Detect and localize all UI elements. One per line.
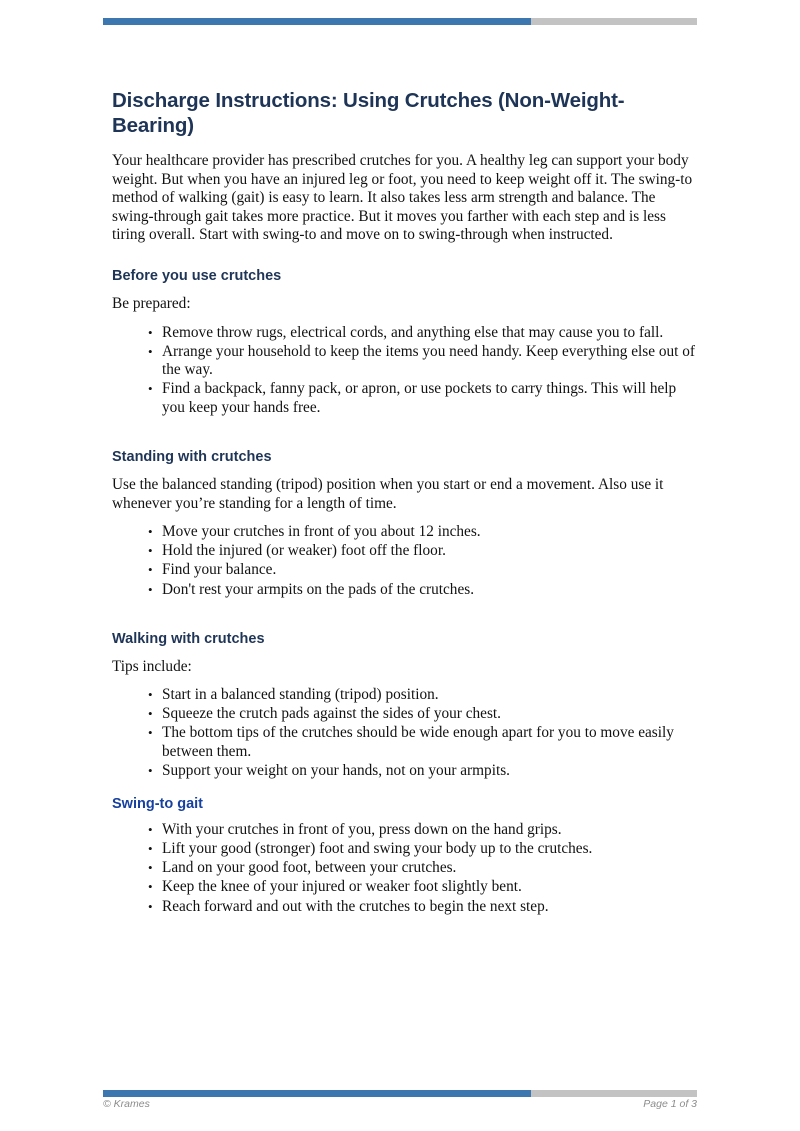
list-item: • Move your crutches in front of you about 12 inches. (148, 523, 698, 542)
list-item: • Don't rest your armpits on the pads of the crutches. (148, 581, 698, 600)
footer-copyright: © Krames (103, 1098, 150, 1110)
list-item: • Squeeze the crutch pads against the sides of your chest. (148, 705, 698, 724)
section-heading-standing: Standing with crutches (112, 449, 272, 466)
intro-paragraph: Your healthcare provider has prescribed crutches for you. A healthy leg can support your body weight. But when you have an injured leg or foot, you need to keep weight off it. The swing-to method of walking (gait) is easy to learn. It also takes less arm strength and balance. The swing-through gait takes more practice. But it moves you farther with each step and is less tiring overall. Start with swing-to and move on to swing-through when instructed. (112, 152, 693, 244)
bullet-list-before (112, 324, 698, 418)
section-heading-before: Before you use crutches (112, 267, 282, 284)
spacer (112, 418, 698, 448)
bullet-list-walking (112, 686, 698, 780)
document-content (112, 88, 698, 917)
spacer (112, 600, 698, 630)
list-item: • Land on your good foot, between your crutches. (148, 859, 698, 878)
page-title: Discharge Instructions: Using Crutches (Non-Weight-Bearing) (112, 89, 625, 137)
footer-rule-blue-segment (103, 1090, 531, 1097)
list-item: • The bottom tips of the crutches should be wide enough apart for you to move easily between them. (148, 724, 698, 761)
footer-page-number: Page 1 of 3 (643, 1098, 697, 1110)
section-heading-walking: Walking with crutches (112, 630, 265, 647)
list-item: • Support your weight on your hands, not on your armpits. (148, 762, 698, 781)
header-rule-gray-segment (531, 18, 697, 25)
section-standing-with-crutches (112, 448, 698, 599)
list-item: • Keep the knee of your injured or weaker foot slightly bent. (148, 878, 698, 897)
section-lead-walking: Tips include: (112, 657, 192, 675)
spacer (112, 781, 698, 795)
header-rule-blue-segment (103, 18, 531, 25)
footer-rule-gray-segment (531, 1090, 697, 1097)
list-item: • Lift your good (stronger) foot and swing your body up to the crutches. (148, 840, 698, 859)
list-item: • Hold the injured (or weaker) foot off the floor. (148, 542, 698, 561)
section-walking-with-crutches (112, 630, 698, 781)
header-rule (103, 18, 697, 25)
spacer (112, 255, 698, 267)
list-item: • Remove throw rugs, electrical cords, and anything else that may cause you to fall. (148, 324, 698, 343)
list-item: • Reach forward and out with the crutches to begin the next step. (148, 898, 698, 917)
section-lead-before: Be prepared: (112, 294, 191, 312)
section-lead-standing: Use the balanced standing (tripod) position when you start or end a movement. Also use it whenever you’re standing for a length of time. (112, 476, 664, 512)
list-item: • Arrange your household to keep the items you need handy. Keep everything else out of the way. (148, 343, 698, 380)
subsection-heading-swing-to-gait: Swing-to gait (112, 796, 204, 813)
list-item: • Find your balance. (148, 561, 698, 580)
list-item: • Find a backpack, fanny pack, or apron, or use pockets to carry things. This will help you keep your hands free. (148, 380, 698, 417)
bullet-list-standing (112, 523, 698, 599)
list-item: • With your crutches in front of you, press down on the hand grips. (148, 821, 698, 840)
bullet-list-swing-to (112, 821, 698, 916)
list-item: • Start in a balanced standing (tripod) position. (148, 686, 698, 705)
footer-rule (103, 1090, 697, 1097)
section-before-you-use-crutches (112, 267, 698, 418)
page-footer (103, 1098, 697, 1110)
section-swing-to-gait (112, 795, 698, 916)
